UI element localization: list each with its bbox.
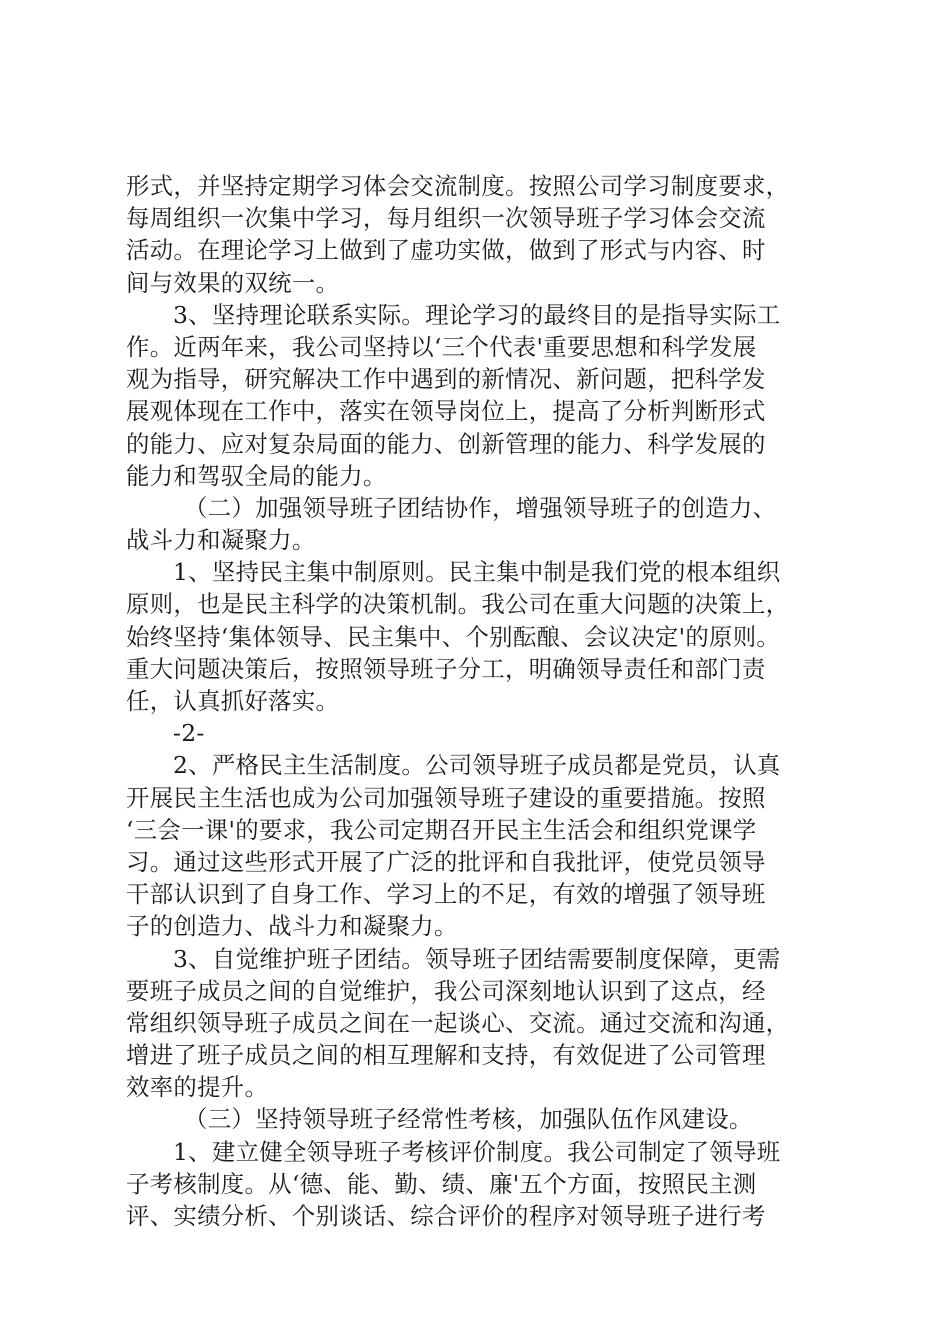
text-line: 始终坚持‘集体领导、民主集中、个别酝酿、会议决定'的原则。 — [126, 622, 781, 651]
text-line: 效率的提升。 — [126, 1073, 269, 1102]
text-line: 作。近两年来，我公司坚持以‘三个代表'重要思想和科学发展 — [126, 332, 757, 361]
text-line: 任，认真抓好落实。 — [126, 687, 340, 715]
text-line: 干部认识到了自身工作、学习上的不足，有效的增强了领导班 — [126, 880, 766, 909]
text-line: 子考核制度。从‘德、能、勤、绩、廉'五个方面，按照民主测 — [126, 1169, 757, 1198]
text-line: 间与效果的双统一。 — [126, 268, 340, 297]
text-line: 习。通过这些形式开展了广泛的批评和自我批评，使党员领导 — [126, 847, 766, 876]
text-line: 能力和驾驭全局的能力。 — [126, 461, 387, 490]
text-line: 子的创造力、战斗力和凝聚力。 — [126, 912, 458, 941]
text-line: 形式，并坚持定期学习体会交流制度。按照公司学习制度要求， — [126, 172, 790, 200]
text-line: 活动。在理论学习上做到了虚功实做，做到了形式与内容、时 — [126, 236, 766, 265]
text-line: 重大问题决策后，按照领导班子分工，明确领导责任和部门责 — [126, 654, 766, 683]
text-line: 增进了班子成员之间的相互理解和支持，有效促进了公司管理 — [126, 1041, 766, 1070]
text-line: 常组织领导班子成员之间在一起谈心、交流。通过交流和沟通， — [126, 1008, 790, 1037]
document-page — [126, 170, 836, 1232]
text-line: 每周组织一次集中学习，每月组织一次领导班子学习体会交流 — [126, 204, 766, 233]
page-number: -2- — [173, 719, 205, 748]
text-line: 展观体现在工作中，落实在领导岗位上，提高了分析判断形式 — [126, 397, 766, 426]
text-line: 1、坚持民主集中制原则。民主集中制是我们党的根本组织 — [173, 558, 781, 587]
text-line: 开展民主生活也成为公司加强领导班子建设的重要措施。按照 — [126, 783, 766, 812]
text-line: 2、严格民主生活制度。公司领导班子成员都是党员，认真 — [173, 751, 781, 780]
text-line: 要班子成员之间的自觉维护，我公司深刻地认识到了这点，经 — [126, 976, 766, 1005]
text-line: （三）坚持领导班子经常性考核，加强队伍作风建设。 — [184, 1105, 753, 1134]
text-line: 3、自觉维护班子团结。领导班子团结需要制度保障，更需 — [173, 944, 781, 973]
text-line: 战斗力和凝聚力。 — [126, 526, 316, 555]
text-line: 评、实绩分析、个别谈话、综合评价的程序对领导班子进行考 — [126, 1202, 766, 1230]
text-line: （二）加强领导班子团结协作，增强领导班子的创造力、 — [184, 493, 777, 522]
text-line: 原则，也是民主科学的决策机制。我公司在重大问题的决策上， — [126, 590, 790, 619]
text-line: 1、建立健全领导班子考核评价制度。我公司制定了领导班 — [173, 1137, 781, 1166]
text-line: 3、坚持理论联系实际。理论学习的最终目的是指导实际工 — [173, 300, 781, 329]
text-line: 的能力、应对复杂局面的能力、创新管理的能力、科学发展的 — [126, 429, 766, 458]
text-line: ‘三会一课'的要求，我公司定期召开民主生活会和组织党课学 — [126, 815, 757, 844]
text-line: 观为指导，研究解决工作中遇到的新情况、新问题，把科学发 — [126, 365, 766, 394]
